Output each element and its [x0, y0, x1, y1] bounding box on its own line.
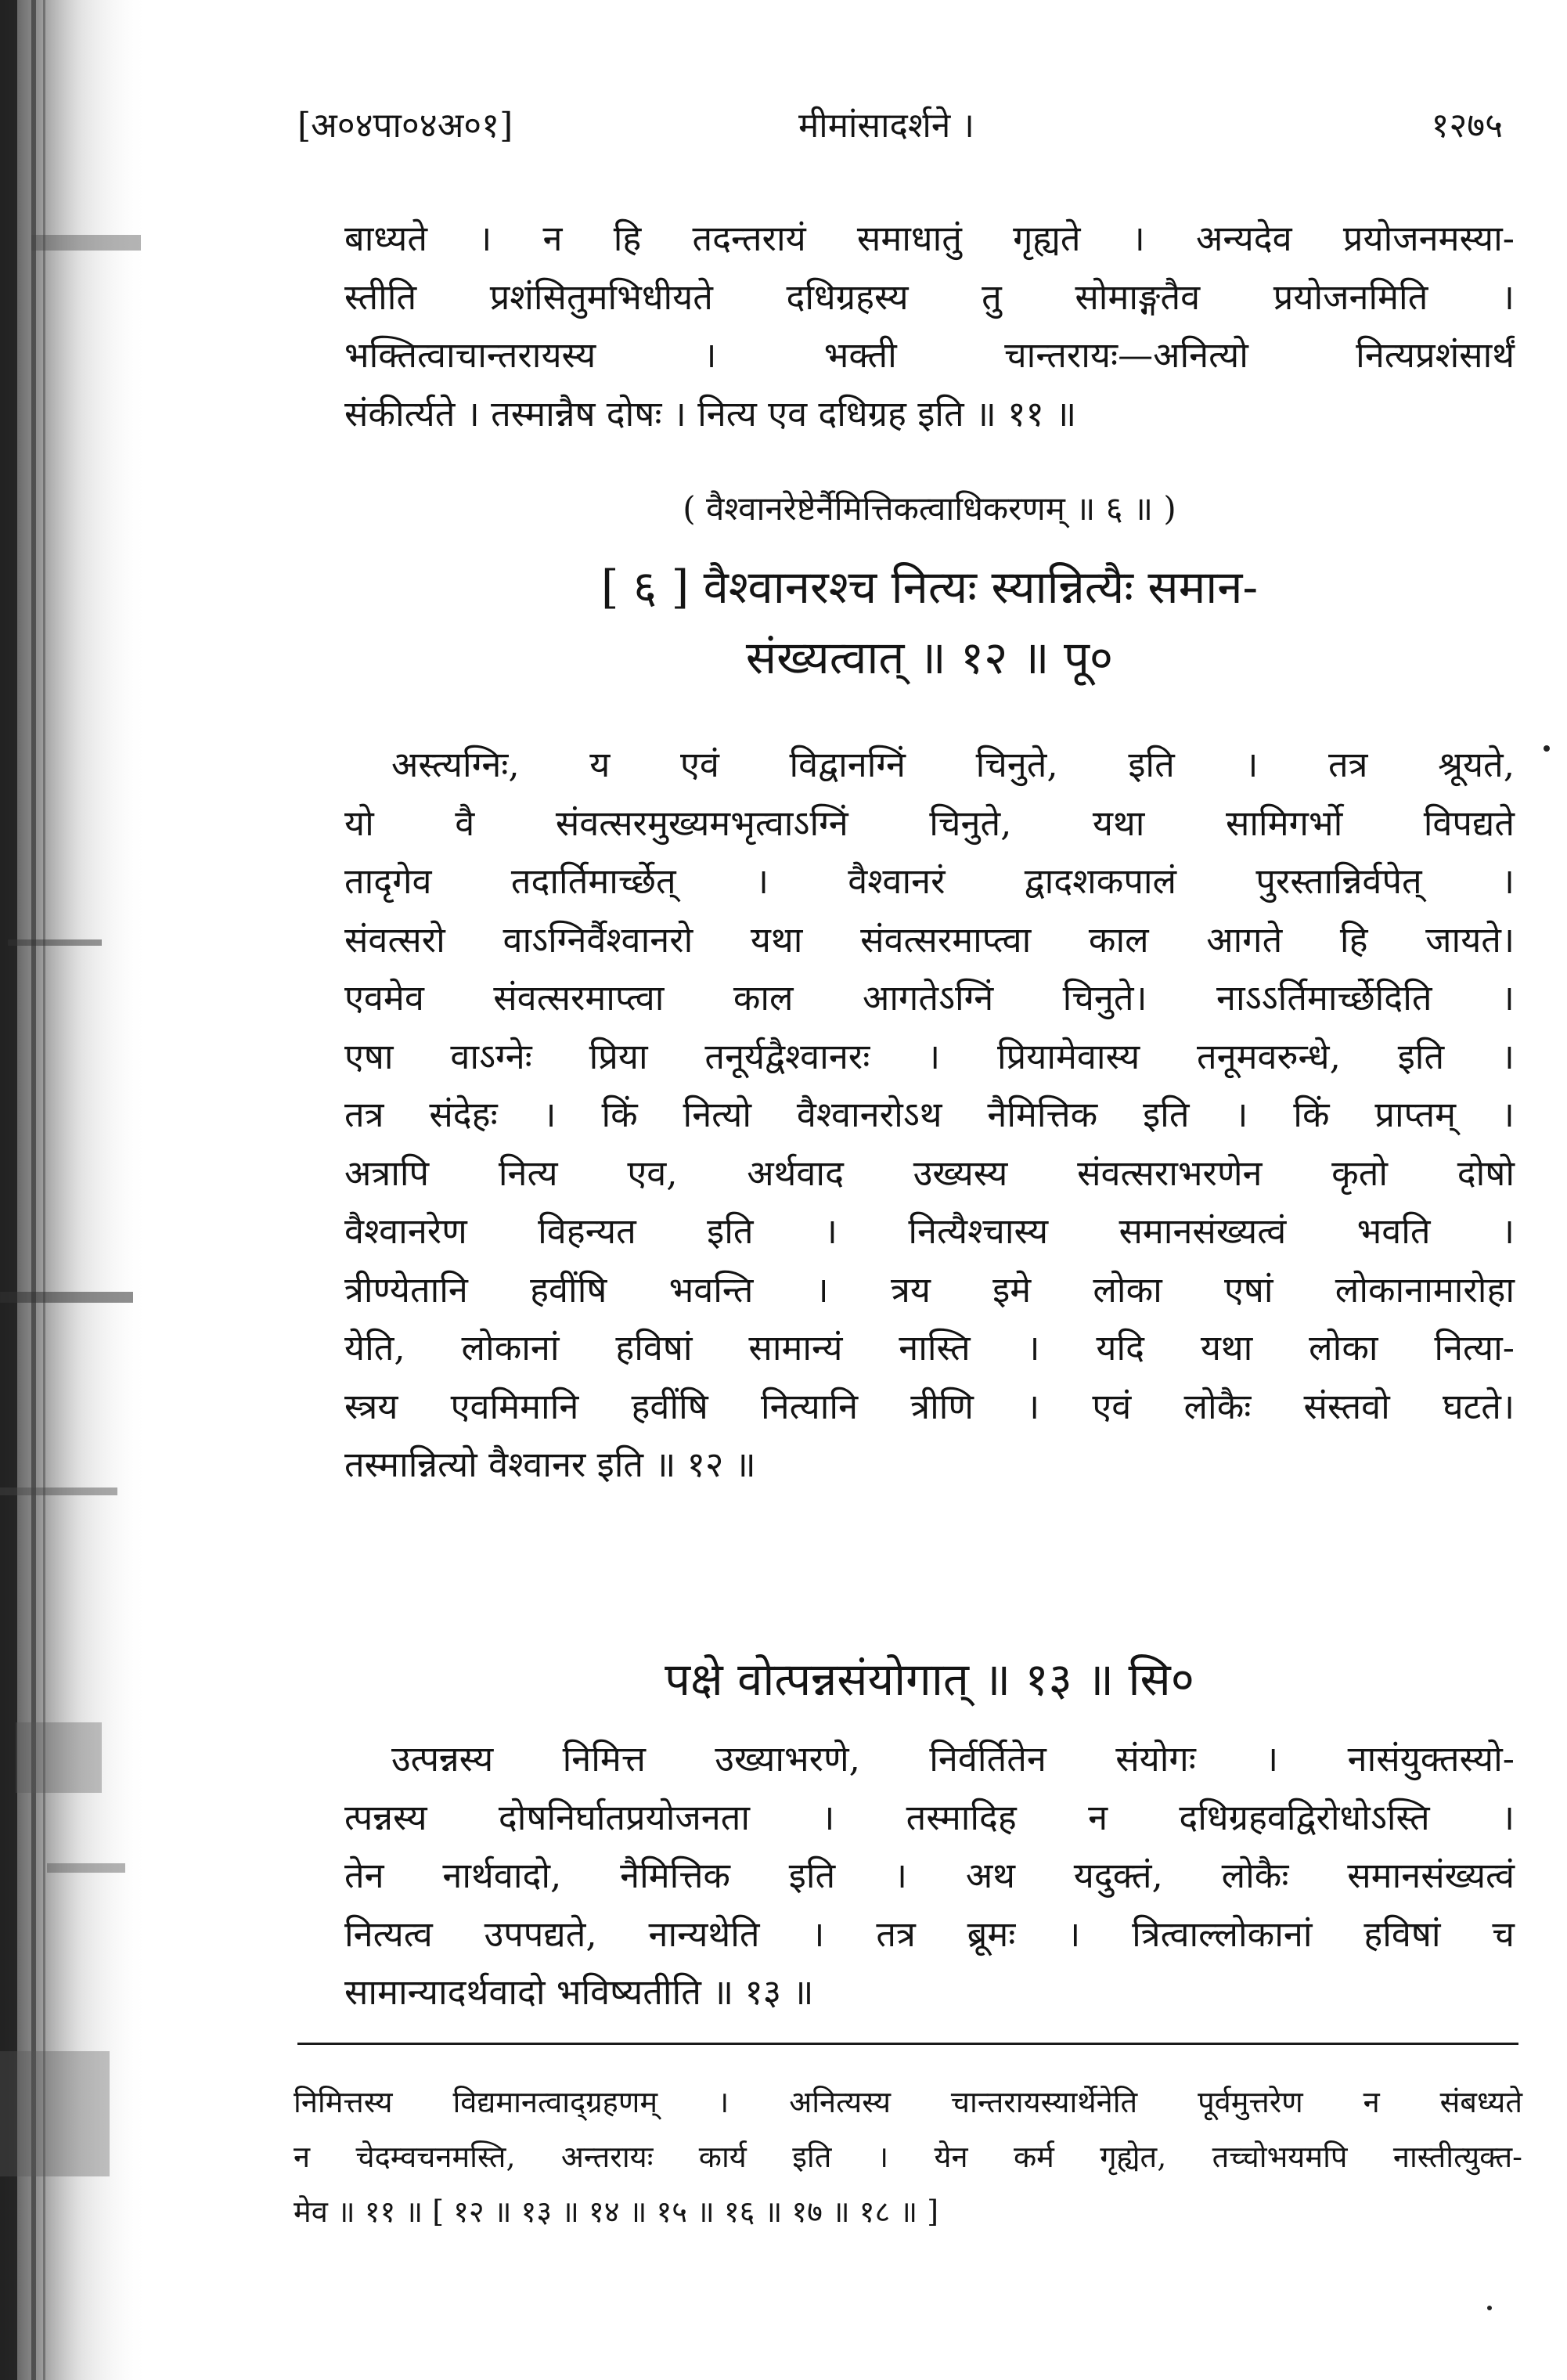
text-line: संवत्सरो वाऽग्निर्वैश्वानरो यथा संवत्सरमाप्त्वा काल आगते हि जायते। [344, 918, 1515, 961]
text-line: एषा वाऽग्नेः प्रिया तनूर्यद्वैश्वानरः । प्रियामेवास्य तनूमवरुन्धे, इति । [344, 1035, 1515, 1077]
text-line: तत्र संदेहः । किं नित्यो वैश्वानरोऽथ नैमित्तिक इति । किं प्राप्तम् । [344, 1094, 1515, 1135]
sutra-line: संख्यत्वात् ॥ १२ ॥ पू० [745, 631, 1114, 684]
text-line: सामान्यादर्थवादो भविष्यतीति ॥ १३ ॥ [344, 1971, 814, 2013]
text-line: बाध्यते । न हि तदन्तरायं समाधातुं गृह्यते । अन्यदेव प्रयोजनमस्या- [344, 218, 1515, 259]
commentary-paragraph-2 [344, 736, 1515, 1495]
text-line: तादृगेव तदार्तिमार्च्छेत् । वैश्वानरं द्वादशकपालं पुरस्तान्निर्वपेत् । [344, 860, 1515, 902]
sutra-12 [344, 552, 1515, 693]
chapter-reference: [अ०४पा०४अ०१] [297, 106, 513, 146]
sutra-13: पक्षे वोत्पन्नसंयोगात् ॥ १३ ॥ सि० [665, 1653, 1194, 1706]
text-line: अत्रापि नित्य एव, अर्थवाद उख्यस्य संवत्सराभरणेन कृतो दोषो [344, 1152, 1515, 1194]
scan-speck [1544, 745, 1550, 752]
text-line: तेन नार्थवादो, नैमित्तिक इति । अथ यदुक्तं, लोकैः समानसंख्यत्वं [344, 1855, 1515, 1896]
footnote-divider [297, 2043, 1518, 2045]
page-number: १२७५ [1431, 106, 1503, 146]
sutra-line: [ ६ ] वैश्वानरश्च नित्यः स्यान्नित्यैः समान- [600, 561, 1259, 614]
text-line: उत्पन्नस्य निमित्त उख्याभरणे, निर्वर्तितेन संयोगः । नासंयुक्तस्यो- [391, 1738, 1515, 1780]
text-line: एवमेव संवत्सरमाप्त्वा काल आगतेऽग्निं चिनुते। नाऽऽर्तिमार्च्छेदिति । [344, 977, 1515, 1019]
binding-edge [0, 0, 149, 2380]
footnote-line: निमित्तस्य विद्यमानत्वाद्ग्रहणम् । अनित्यस्य चान्तरायस्यार्थेनेति पूर्वमुत्तरेण न संबध्यते [294, 2085, 1522, 2119]
text-line: त्रीण्येतानि हवींषि भवन्ति । त्रय इमे लोका एषां लोकानामारोहा [344, 1268, 1515, 1311]
footnote-line: न चेदम्वचनमस्ति, अन्तरायः कार्य इति । येन कर्म गृह्येत, तच्चोभयमपि नास्तीत्युक्त- [294, 2140, 1522, 2174]
text-line: वैश्वानरेण विहन्यत इति । नित्यैश्चास्य समानसंख्यत्वं भवति । [344, 1210, 1515, 1252]
commentary-paragraph-1 [344, 210, 1515, 443]
text-line: तस्मान्नित्यो वैश्वानर इति ॥ १२ ॥ [344, 1444, 756, 1485]
text-line: त्पन्नस्य दोषनिर्घातप्रयोजनता । तस्मादिह न दधिग्रहवद्विरोधोऽस्ति । [344, 1796, 1515, 1838]
text-line: यो वै संवत्सरमुख्यमभृत्वाऽग्निं चिनुते, यथा सामिगर्भो विपद्यते [344, 802, 1515, 844]
page-header [297, 100, 1503, 163]
adhikarana-heading: ( वैश्वानरेष्टेर्नैमित्तिकत्वाधिकरणम् ॥ ६ ॥ ) [683, 489, 1176, 528]
text-line: नित्यत्व उपपद्यते, नान्यथेति । तत्र ब्रूमः । त्रित्वाल्लोकानां हविषां च [344, 1913, 1515, 1955]
text-line: संकीर्त्यते । तस्मान्नैष दोषः । नित्य एव दधिग्रह इति ॥ ११ ॥ [344, 392, 1077, 435]
commentary-paragraph-3 [344, 1730, 1515, 2022]
text-line: अस्त्यग्निः, य एवं विद्वानग्निं चिनुते, इति । तत्र श्रूयते, [391, 744, 1515, 785]
binding-shadow [0, 0, 149, 2380]
text-line: स्त्रय एवमिमानि हवींषि नित्यानि त्रीणि । एवं लोकैः संस्तवो घटते। [344, 1385, 1515, 1427]
text-line: येति, लोकानां हविषां सामान्यं नास्ति । यदि यथा लोका नित्या- [344, 1327, 1515, 1368]
scan-speck [1487, 2306, 1492, 2310]
text-line: स्तीति प्रशंसितुमभिधीयते दधिग्रहस्य तु सोमाङ्गतैव प्रयोजनमिति । [344, 276, 1515, 318]
footnote-line: मेव ॥ ११ ॥ [ १२ ॥ १३ ॥ १४ ॥ १५ ॥ १६ ॥ १७ ॥ १८ ॥ ] [294, 2194, 939, 2229]
running-title: मीमांसादर्शने । [798, 106, 974, 146]
footnote [294, 2075, 1522, 2239]
text-line: भक्तित्वाचान्तरायस्य । भक्ती चान्तरायः—अनित्यो नित्यप्रशंसार्थं [344, 334, 1515, 376]
